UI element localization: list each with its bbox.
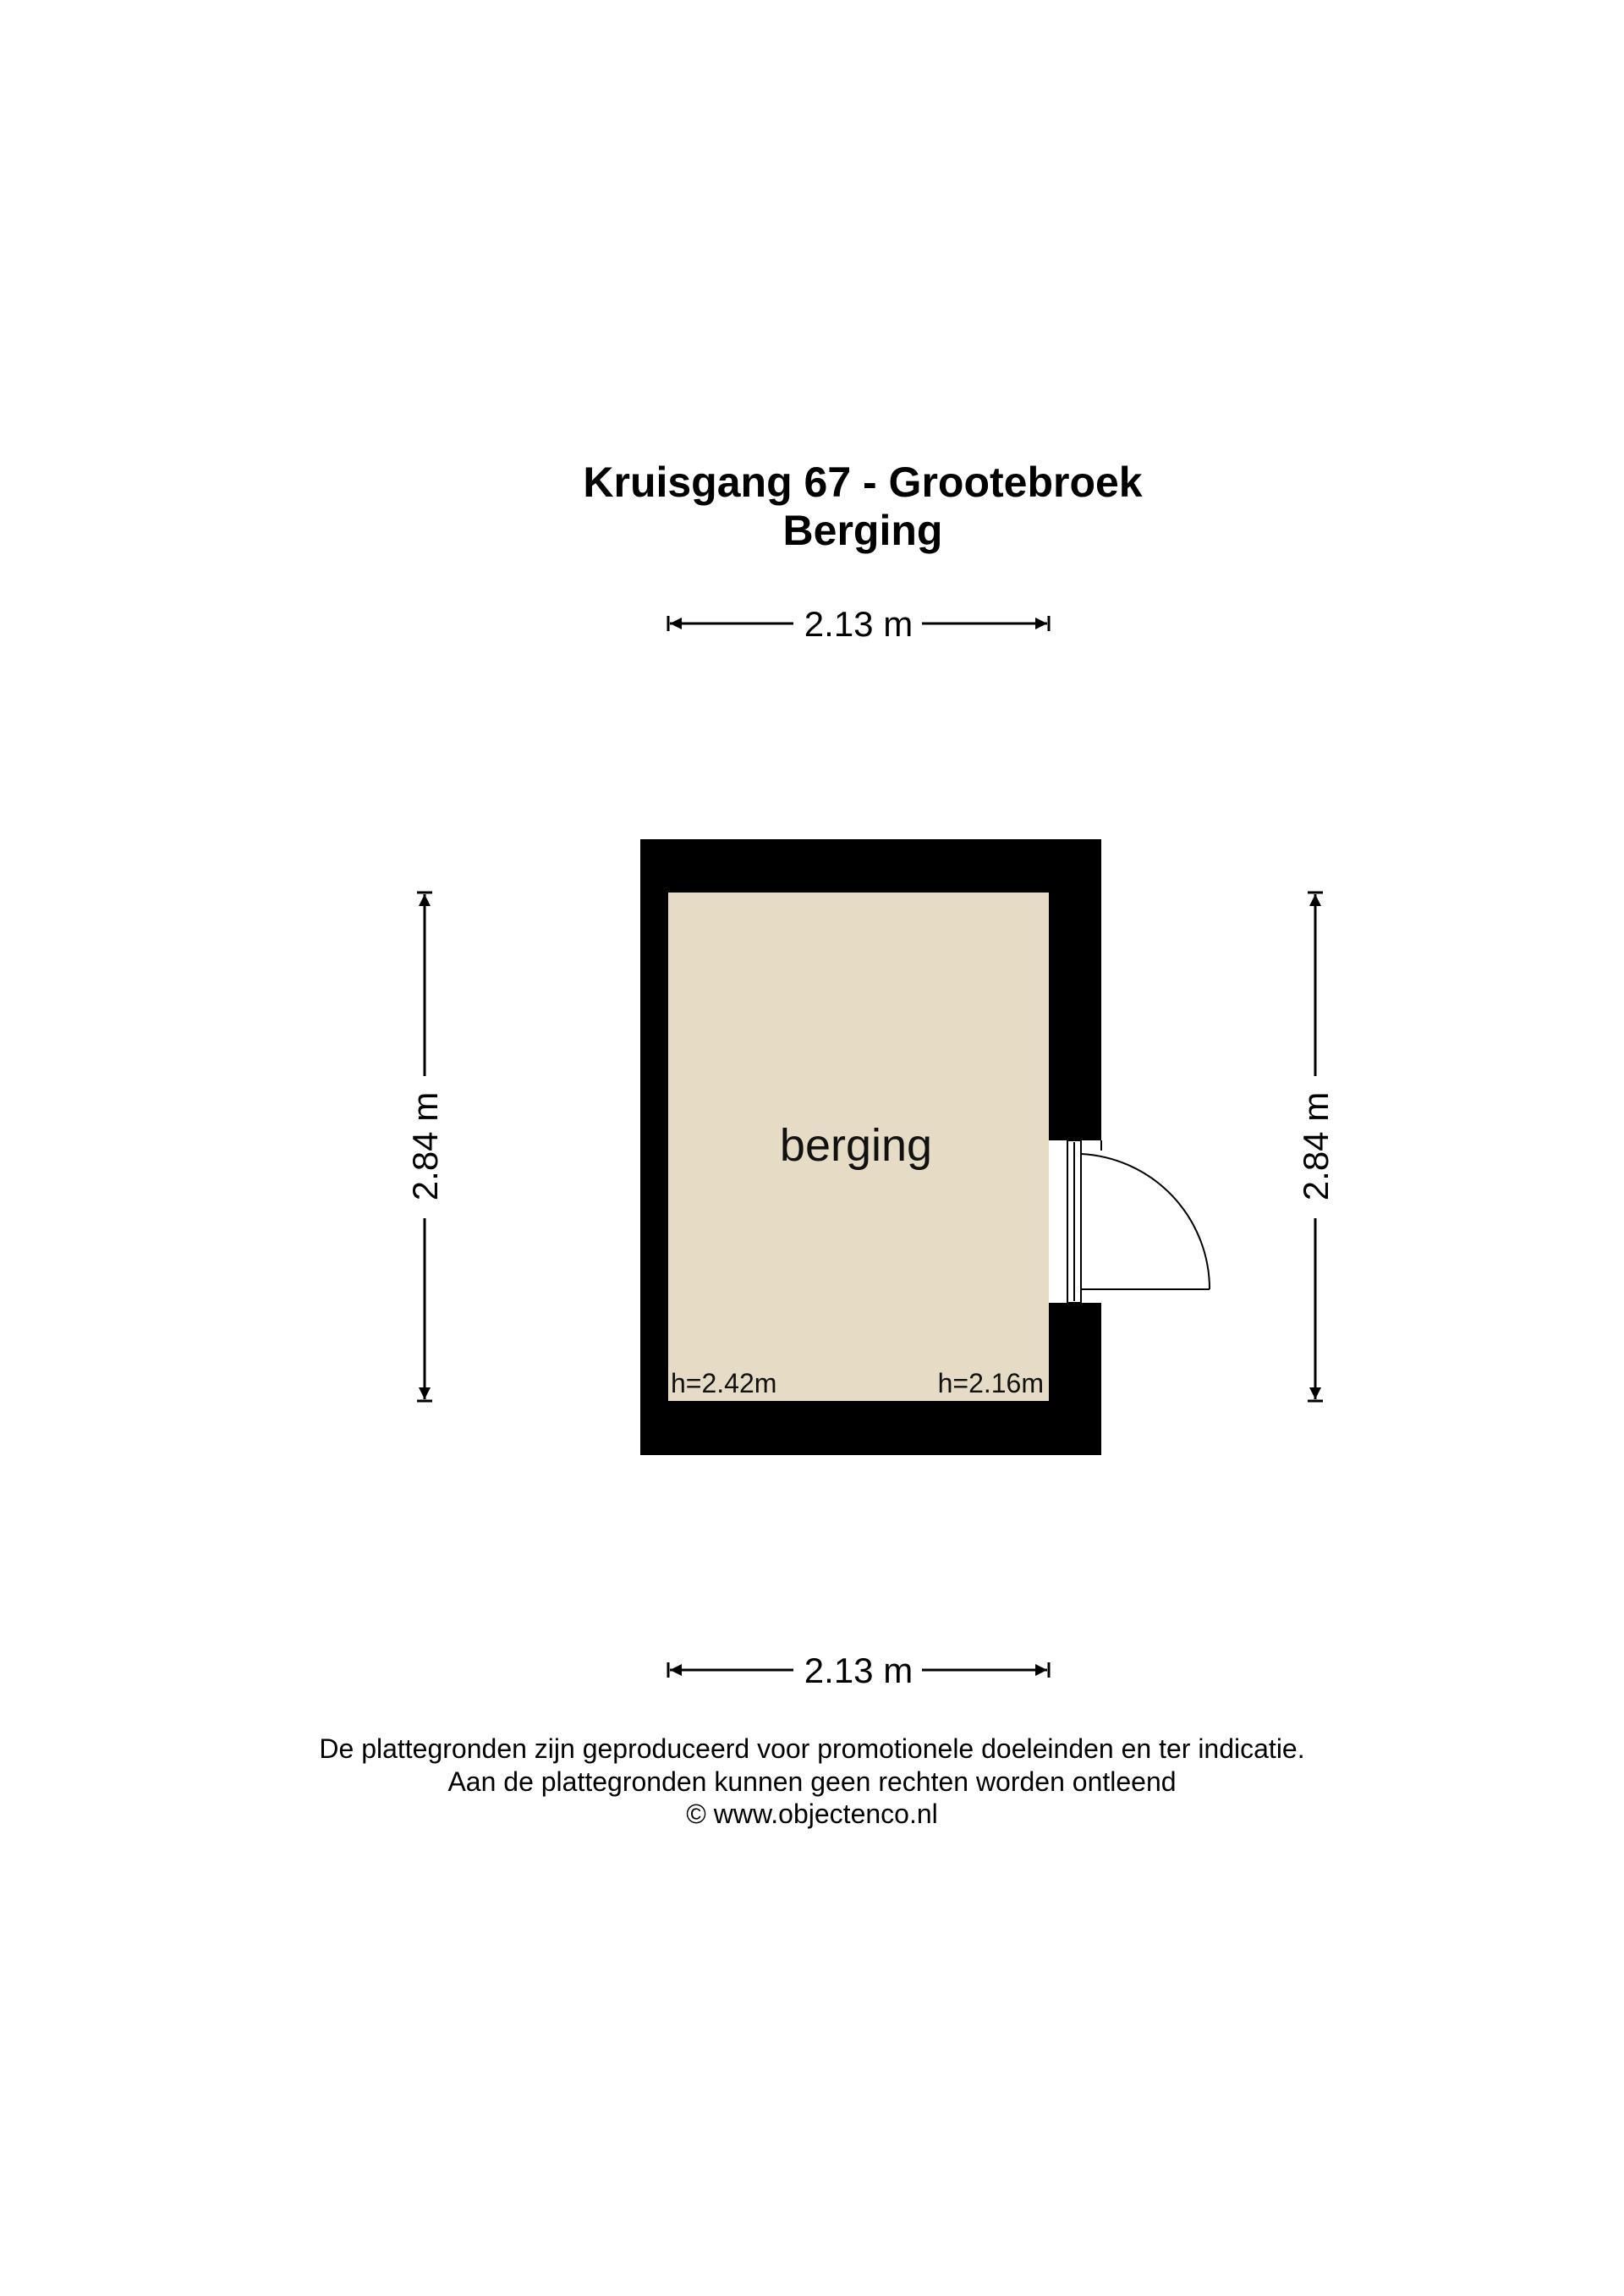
dimension-right	[1296, 893, 1336, 1401]
dimension-left-label: 2.84 m	[405, 1091, 445, 1201]
copyright-line: © www.objectenco.nl	[686, 1799, 938, 1829]
dimension-left	[405, 893, 445, 1401]
dimension-top-label: 2.13 m	[804, 604, 914, 644]
dimension-top	[668, 604, 1049, 644]
dimension-bottom-label: 2.13 m	[804, 1651, 914, 1690]
ceiling-height-left: h=2.42m	[671, 1368, 777, 1398]
plan-subtitle: Berging	[782, 507, 943, 554]
ceiling-height-right: h=2.16m	[937, 1368, 1044, 1398]
disclaimer-line-1: De plattegronden zijn geproduceerd voor promotionele doeleinden en ter indicatie.	[319, 1733, 1305, 1764]
dimension-bottom	[668, 1651, 1049, 1690]
room-name: berging	[779, 1120, 933, 1171]
plan-title: Kruisgang 67 - Grootebroek	[583, 459, 1143, 506]
disclaimer-line-2: Aan de plattegronden kunnen geen rechten worden ontleend	[447, 1766, 1177, 1797]
door	[1049, 1140, 1210, 1303]
dimension-right-label: 2.84 m	[1296, 1091, 1336, 1201]
